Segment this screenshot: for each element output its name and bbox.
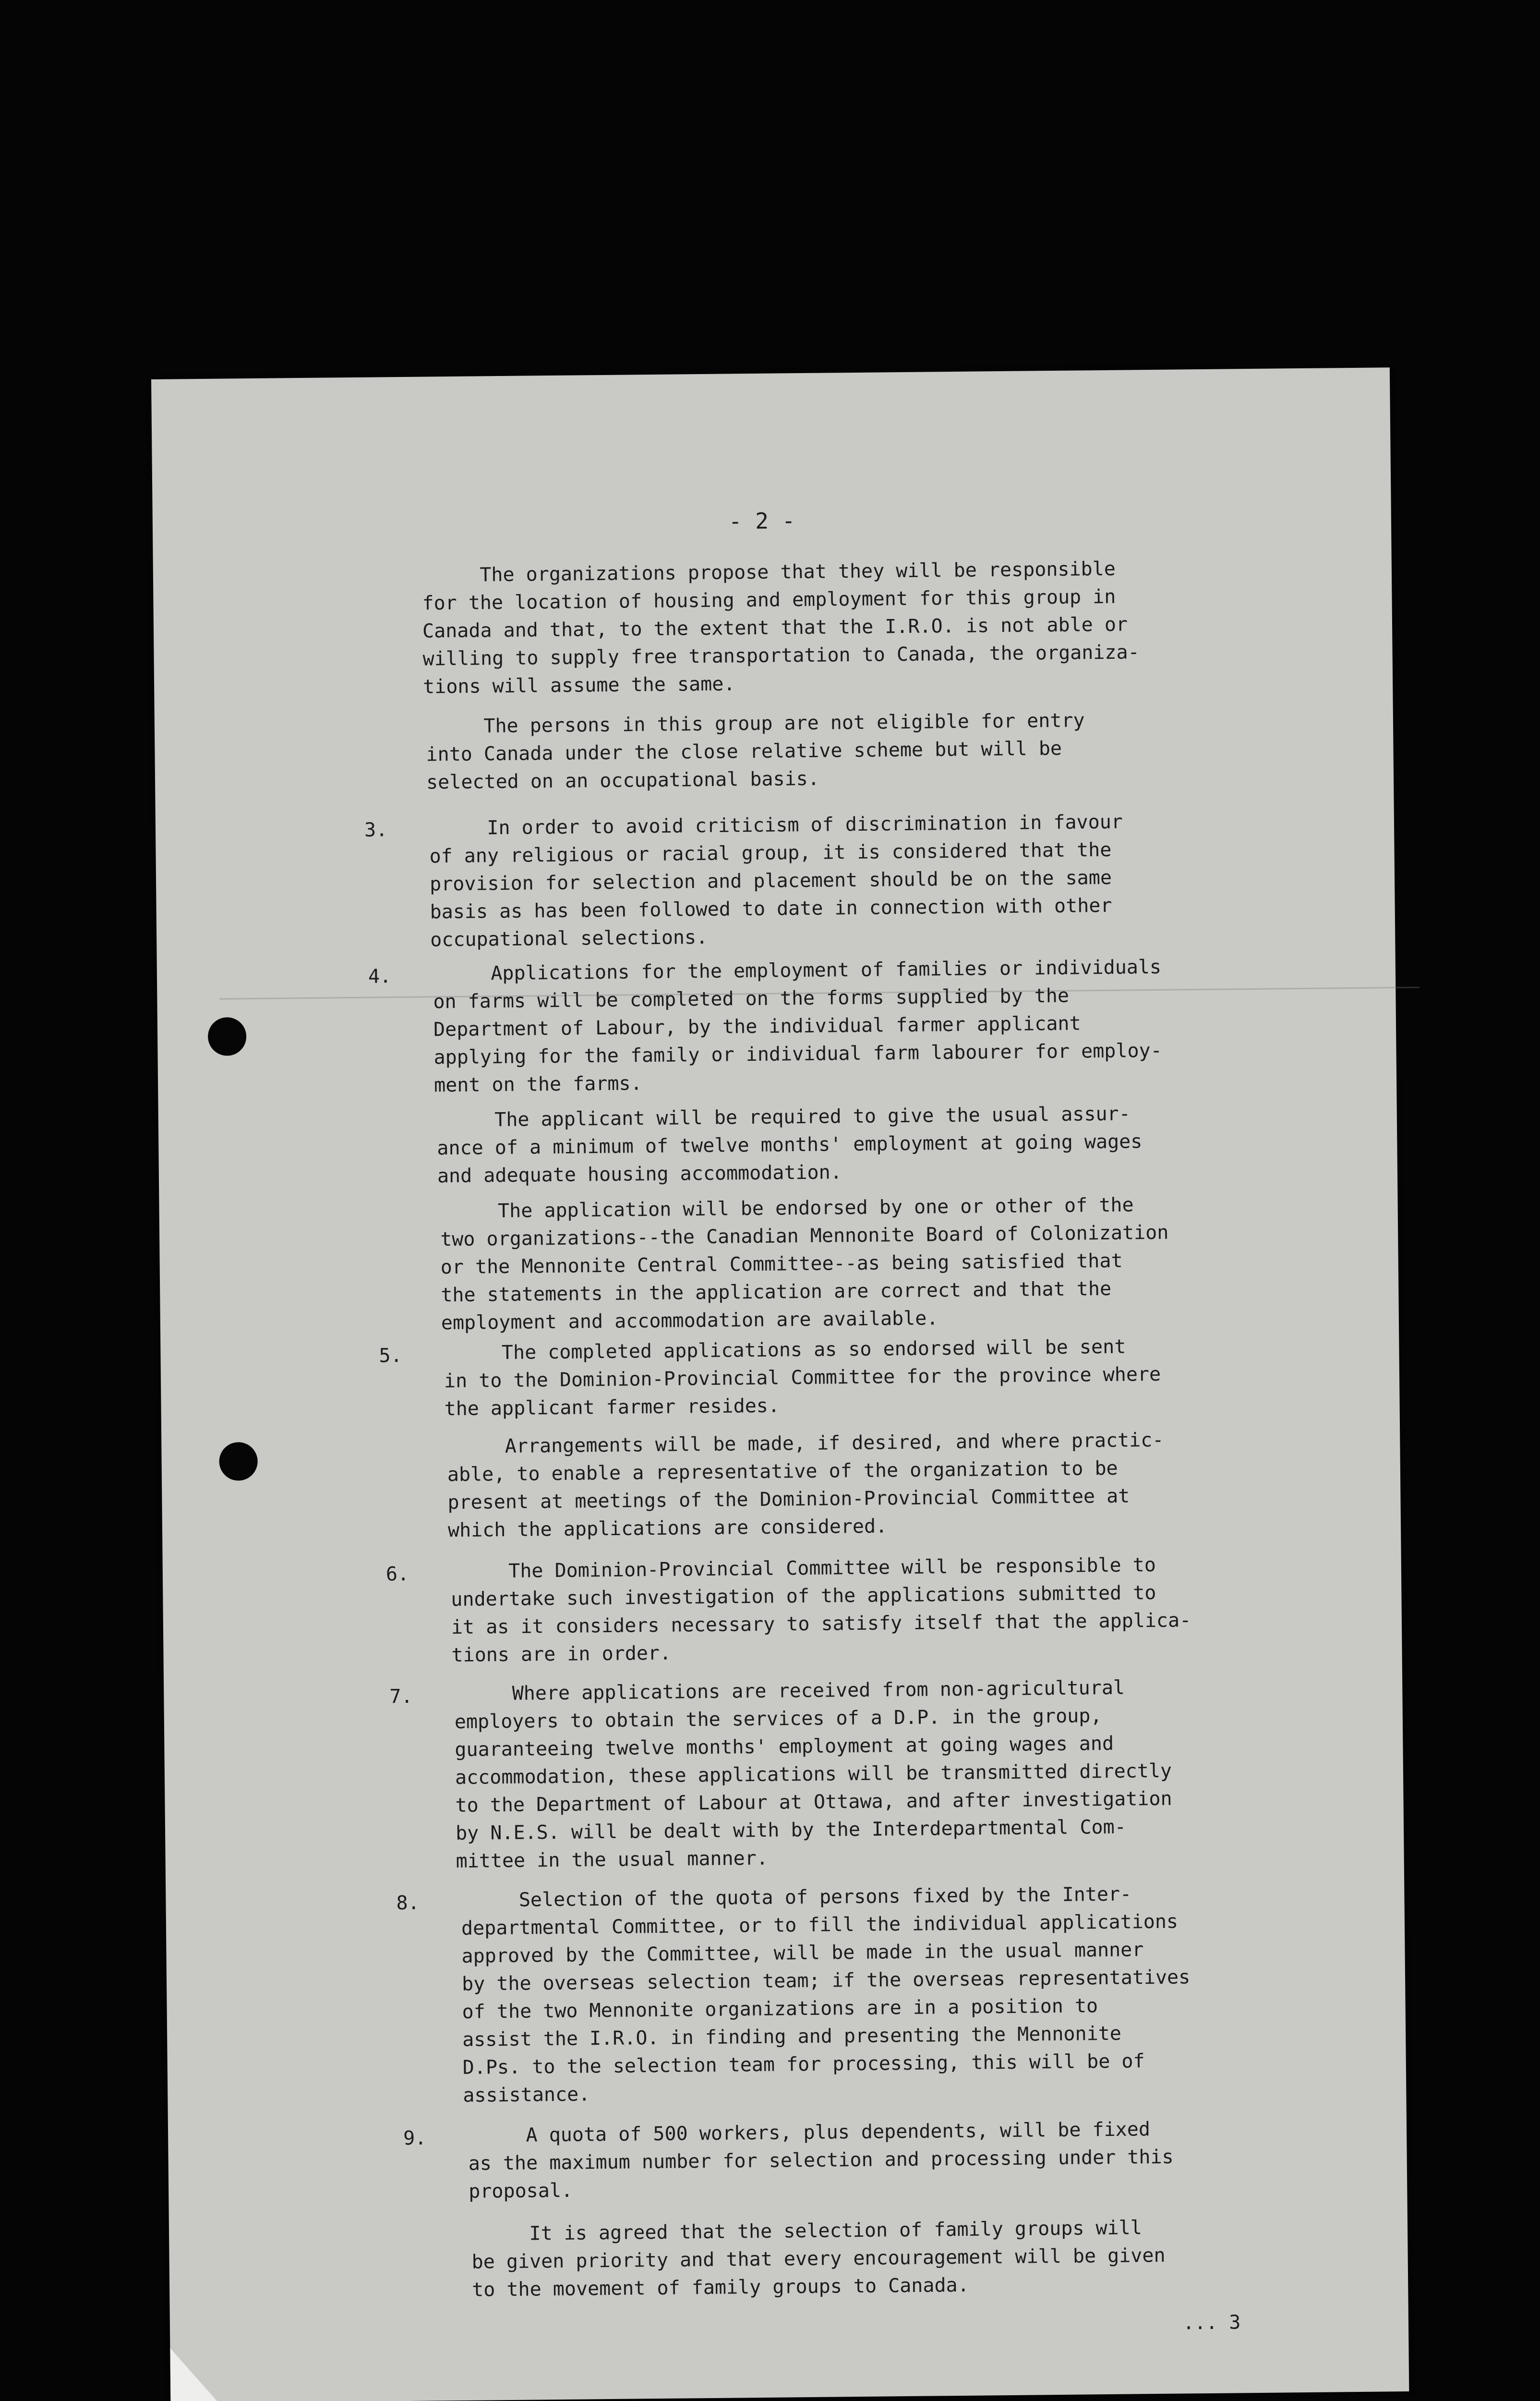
paragraph-number: 5.: [379, 1345, 402, 1367]
paragraph: [451, 1551, 1191, 1669]
paragraph-text: In order to avoid criticism of discrimination in favour of any religious or racial group, it is considered that the provision for selection and placement should be on the same basis as has been followed to date in connection with other occupational selections.: [429, 811, 1123, 951]
paragraph-text: Arrangements will be made, if desired, and where practic- able, to enable a representative of the organization to be present at meetings of the Dominion-Provincial Committee at which the applications are considered.: [447, 1429, 1164, 1542]
punch-hole: [208, 1017, 247, 1056]
punch-hole: [219, 1442, 258, 1481]
paragraph: [426, 706, 1085, 796]
paragraph-text: The completed applications as so endorsed will be sent in to the Dominion-Provincial Committee for the province where the applicant farmer resides.: [444, 1335, 1161, 1420]
paragraph-number: 3.: [364, 819, 388, 841]
paragraph-number: 6.: [385, 1563, 409, 1586]
paragraph-number: 7.: [389, 1685, 413, 1708]
paragraph-text: The persons in this group are not eligible for entry into Canada under the close relative scheme but will be selected on an occupational basis.: [425, 709, 1085, 794]
paragraph: [454, 1673, 1173, 1875]
paragraph-text: It is agreed that the selection of family groups will be given priority and that every encouragement will be given to the movement of family groups to Canada.: [471, 2217, 1166, 2301]
continuation-marker: ... 3: [1182, 2311, 1241, 2334]
paragraph: [440, 1191, 1169, 1337]
paragraph-text: The application will be endorsed by one or other of the two organizations--the Canadian Mennonite Board of Colonization or the Mennonite Central Committee--as being satisfied that the statements in the application are correct and that the employment and accommodation are available.: [440, 1194, 1169, 1334]
paragraph-text: The organizations propose that they will be responsible for the location of housing and employment for this group in Canada and that, to the extent that the I.R.O. is not able or willing to supply free transportation to Canada, the organiza- tions will assume the same.: [421, 558, 1140, 698]
paragraph: [468, 2115, 1174, 2206]
document-page: [151, 367, 1409, 2401]
paragraph: [444, 1333, 1161, 1423]
paragraph: [461, 1880, 1191, 2110]
paragraph: [433, 953, 1163, 1100]
paragraph-number: 4.: [368, 965, 392, 988]
paragraph: [447, 1426, 1165, 1544]
paragraph-number: 8.: [396, 1892, 420, 1915]
paragraph: [437, 1100, 1143, 1190]
paragraph-text: The Dominion-Provincial Committee will be responsible to undertake such investigation of the applications submitted to it as it considers necessary to satisfy itself that the applica- tions are in order.: [450, 1554, 1191, 1667]
paragraph-text: A quota of 500 workers, plus dependents, will be fixed as the maximum number for selection and processing under this proposal.: [468, 2118, 1174, 2203]
paragraph-text: Selection of the quota of persons fixed by the Inter- departmental Committee, or to fill the individual applications approved by the Committee, will be made in the usual manner by the overseas selection team; if the overseas representatives of the two Mennonite organizations are in a position to assist the I.R.O. in finding and presenting the Mennonite D.Ps. to the selection team for processing, this will be of assistance.: [461, 1883, 1191, 2107]
paragraph: [429, 808, 1124, 954]
paragraph: [422, 555, 1140, 701]
page-number: - 2 -: [728, 508, 795, 534]
paragraph-text: Where applications are received from non-agricultural employers to obtain the services of a D.P. in the group, guaranteeing twelve months' employment at going wages and accommodation, these applications will be transmitted directly to the Department of Labour at Ottawa, and after investigation by N.E.S. will be dealt with by the Interdepartmental Com- mittee in the usual manner.: [454, 1676, 1172, 1873]
paragraph-text: Applications for the employment of families or individuals on farms will be completed on the forms supplied by the Department of Labour, by the individual farmer applicant applying for the family or individual farm labourer for employ- ment on the farms.: [433, 956, 1162, 1097]
paragraph-number: 9.: [403, 2127, 427, 2150]
paragraph: [471, 2214, 1166, 2304]
folded-corner: [170, 2348, 218, 2401]
paragraph-text: The applicant will be required to give the usual assur- ance of a minimum of twelve months' employment at going wages and adequate housing accommodation.: [436, 1103, 1143, 1188]
